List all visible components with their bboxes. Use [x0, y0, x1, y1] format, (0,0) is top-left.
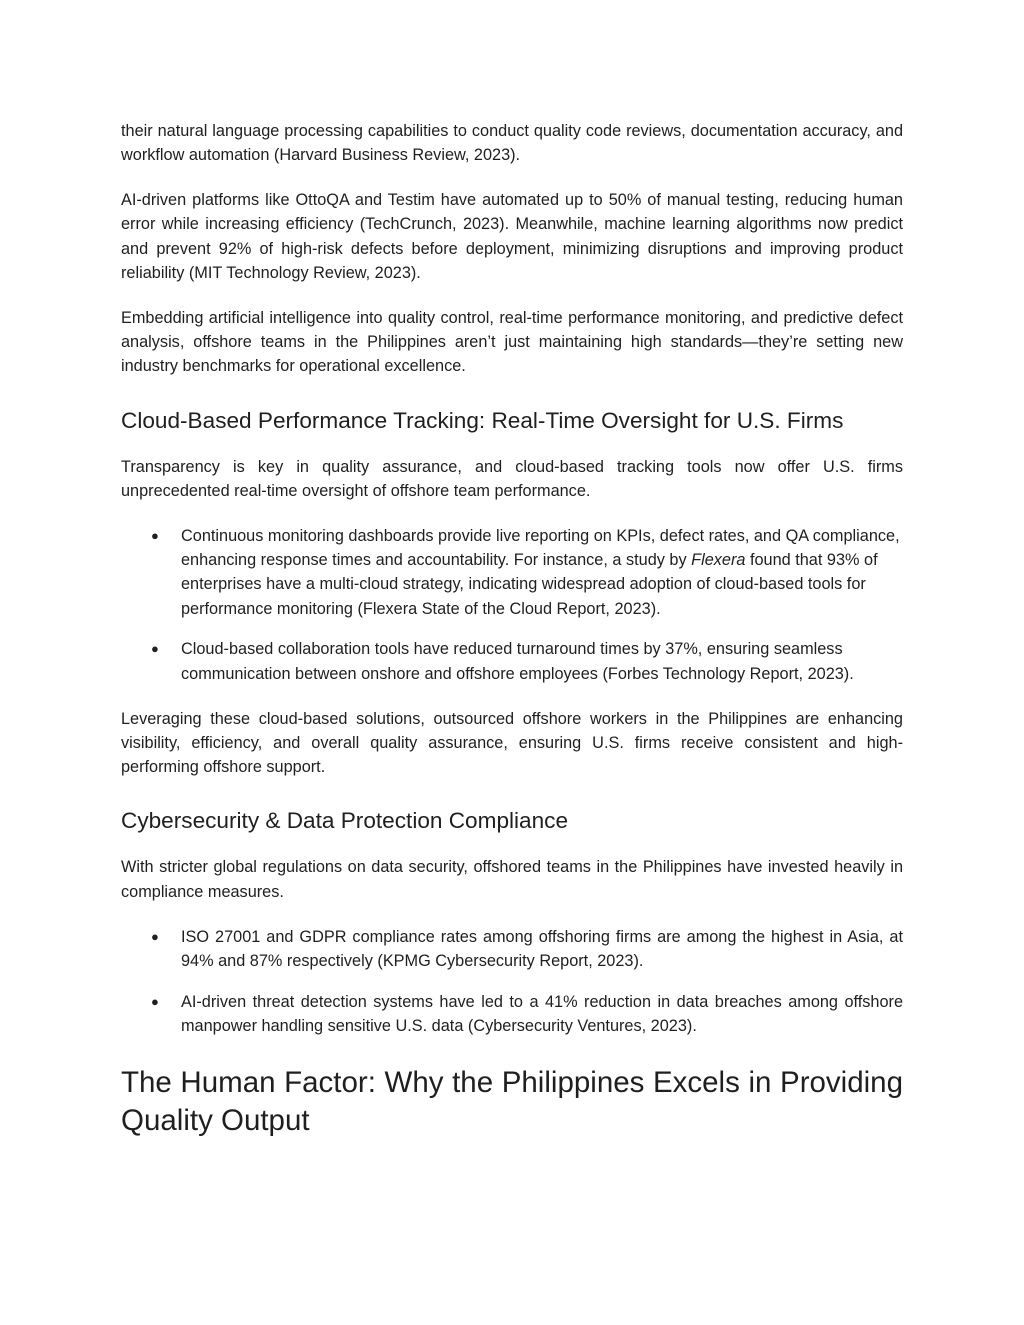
bullet-icon: ● [151, 527, 159, 543]
document-page [121, 119, 903, 1139]
heading-cybersecurity-compliance: Cybersecurity & Data Protection Compliance [121, 808, 569, 834]
paragraph-cloud-outro: Leveraging these cloud-based solutions, outsourced offshore workers in the Philippines are enhancing visibility, efficiency, and overall quality assurance, ensuring U.S. firms receive consistent and high-performing offshore support. [121, 709, 903, 777]
bullet-icon: ● [151, 993, 159, 1009]
bullet-icon: ● [151, 928, 159, 944]
paragraph-cloud-intro: Transparency is key in quality assurance, and cloud-based tracking tools now offer U.S. firms unprecedented real-time oversight of offshore team performance. [121, 457, 903, 500]
list-item [121, 524, 903, 621]
bullet-text: Cloud-based collaboration tools have reduced turnaround times by 37%, ensuring seamless communication between onshore and offshore employees (Forbes Technology Report, 2023). [181, 640, 854, 683]
bullet-text: AI-driven threat detection systems have led to a 41% reduction in data breaches among offshore manpower handling sensitive U.S. data (Cybersecurity Ventures, 2023). [181, 992, 903, 1035]
paragraph-ai-platforms: AI-driven platforms like OttoQA and Testim have automated up to 50% of manual testing, reducing human error while increasing efficiency (TechCrunch, 2023). Meanwhile, machine learning algorithms now predict and prevent 92% of high-risk defects before deployment, minimizing disruptions and improving product reliability (MIT Technology Review, 2023). [121, 191, 903, 282]
heading-cloud-performance-tracking: Cloud-Based Performance Tracking: Real-Time Oversight for U.S. Firms [121, 407, 844, 433]
bullet-text: ISO 27001 and GDPR compliance rates among offshoring firms are among the highest in Asia, at 94% and 87% respectively (KPMG Cybersecurity Report, 2023). [181, 927, 903, 970]
bullet-icon: ● [151, 641, 159, 657]
paragraph-embedding-ai: Embedding artificial intelligence into quality control, real-time performance monitoring, and predictive defect analysis, offshore teams in the Philippines aren’t just maintaining high standards—they’re setting new industry benchmarks for operational excellence. [121, 308, 903, 376]
heading-human-factor: The Human Factor: Why the Philippines Excels in Providing Quality Output [121, 1066, 903, 1137]
bullet-text-emphasis: Flexera [691, 551, 746, 570]
paragraph-nlp-capabilities: their natural language processing capabilities to conduct quality code reviews, documentation accuracy, and workflow automation (Harvard Business Review, 2023). [121, 122, 903, 165]
bullet-text-before: Continuous monitoring dashboards provide live reporting on KPIs, defect rates, and QA compliance, enhancing response times and accountability. For instance, a study by [181, 526, 900, 570]
list-item [121, 637, 903, 686]
list-item [121, 990, 903, 1039]
cloud-bullet-list [121, 524, 903, 686]
list-item [121, 925, 903, 974]
paragraph-cyber-intro: With stricter global regulations on data security, offshored teams in the Philippines have invested heavily in compliance measures. [121, 858, 903, 901]
bullet-text-after: found that 93% of enterprises have a multi-cloud strategy, indicating widespread adoption of cloud-based tools for performance monitoring (Flexera State of the Cloud Report, 2023). [181, 551, 878, 618]
cyber-bullet-list [121, 925, 903, 1039]
